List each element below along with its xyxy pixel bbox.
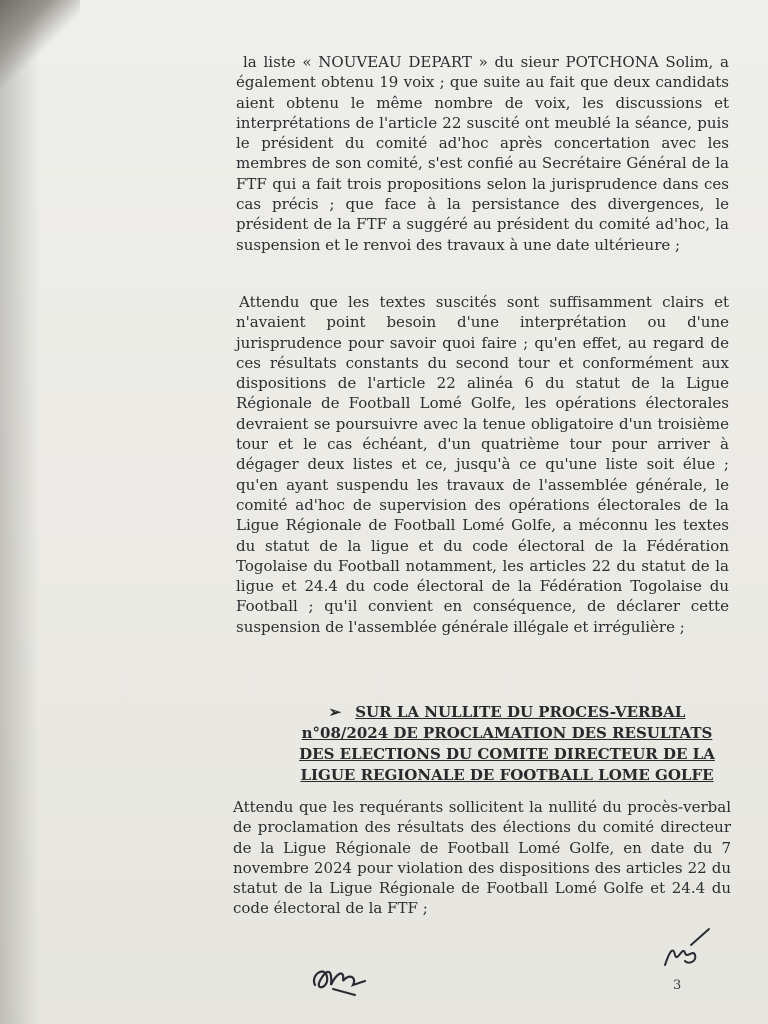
handwritten-initials-right <box>655 925 715 975</box>
page-corner-fold <box>0 0 80 90</box>
paragraph-1-text: la liste « NOUVEAU DEPART » du sieur POTCHONA Solim, a également obtenu 19 voix ; que suite au fait que deux candidats aient obtenu le même nombre de voix, les discussions et interprétations de l'article 22 suscité ont meublé la séance, puis le président du comité ad'hoc après concertation avec les membres de son comité, s'est confié au Secrétaire Général de la FTF qui a fait trois propositions selon la jurisprudence dans ces cas précis ; que face à la persistance des divergences, le président de la FTF a suggéré au président du comité ad'hoc, la suspension et le renvoi des travaux à une date ultérieure ; <box>236 53 729 254</box>
section-heading-text: SUR LA NULLITE DU PROCES-VERBAL n°08/2024 DE PROCLAMATION DES RESULTATS DES ELECTIONS DU COMITE DIRECTEUR DE LA LIGUE REGIONALE DE FOOTBALL LOME GOLFE <box>299 703 715 784</box>
arrow-bullet-icon: ➢ <box>328 703 342 721</box>
paragraph-attendu-textes <box>236 292 729 637</box>
handwritten-initials-left <box>305 955 375 1005</box>
paragraph-attendu-requerants <box>233 797 731 919</box>
page-edge-shadow <box>0 0 40 1024</box>
paragraph-continuation <box>236 52 729 255</box>
section-heading <box>283 702 731 786</box>
paragraph-2-text: Attendu que les textes suscités sont suffisamment clairs et n'avaient point besoin d'une interprétation ou d'une jurisprudence pour savoir quoi faire ; qu'en effet, au regard de ces résultats constants du second tour et conformément aux dispositions de l'article 22 alinéa 6 du statut de la Ligue Régionale de Football Lomé Golfe, les opérations électorales devraient se poursuivre avec la tenue obligatoire d'un troisième tour et le cas échéant, d'un quatrième tour pour arriver à dégager deux listes et ce, jusqu'à ce qu'une liste soit élue ; qu'en ayant suspendu les travaux de l'assemblée générale, le comité ad'hoc de supervision des opérations électorales de la Ligue Régionale de Football Lomé Golfe, a méconnu les textes du statut de la ligue et du code électoral de la Fédération Togolaise du Football notamment, les articles 22 du statut de la ligue et 24.4 du code électoral de la Fédération Togolaise du Football ; qu'il convient en conséquence, de déclarer cette suspension de l'assemblée générale illégale et irrégulière ; <box>236 293 729 636</box>
page-number: 3 <box>673 978 682 993</box>
paragraph-3-text: Attendu que les requérants sollicitent la nullité du procès-verbal de proclamation des résultats des élections du comité directeur de la Ligue Régionale de Football Lomé Golfe, en date du 7 novembre 2024 pour violation des dispositions des articles 22 du statut de la Ligue Régionale de Football Lomé Golfe et 24.4 du code électoral de la FTF ; <box>233 798 731 918</box>
